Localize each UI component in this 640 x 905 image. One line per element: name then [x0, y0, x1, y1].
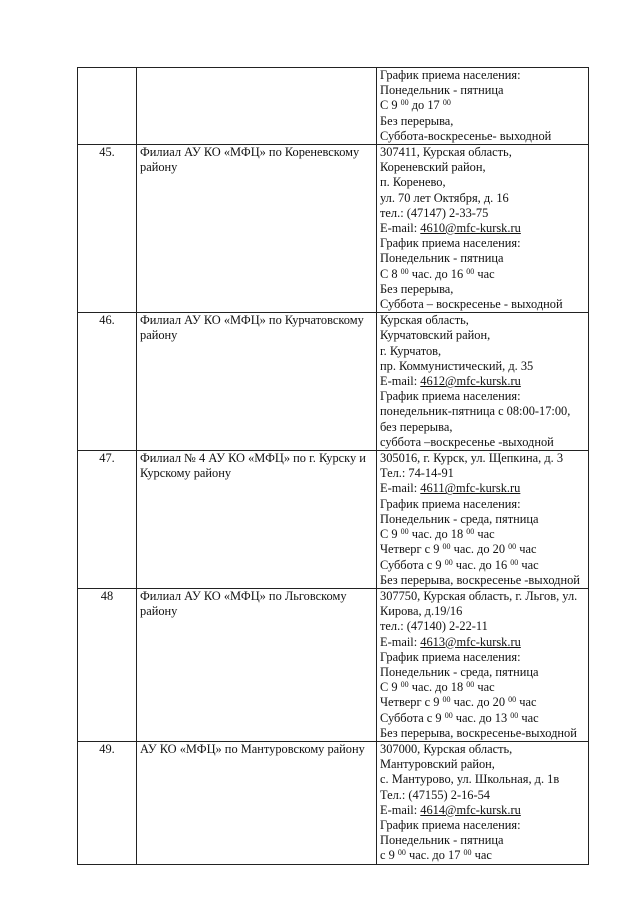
info-text: час: [471, 848, 492, 863]
info-line: [380, 604, 585, 619]
info-line: [380, 512, 585, 527]
time-minutes-superscript: 00: [442, 98, 451, 108]
info-line: [380, 98, 585, 113]
info-text: час. до 13: [452, 710, 511, 725]
info-text: час: [474, 527, 495, 542]
info-line: [380, 251, 585, 266]
info-text: 307000, Курская область,: [380, 741, 513, 756]
row-number: [78, 68, 137, 145]
info-text: час. до 20: [450, 695, 509, 710]
info-line: [380, 635, 585, 650]
info-text: Суббота – воскресенье - выходной: [380, 297, 563, 312]
info-line: [380, 374, 585, 389]
time-minutes-superscript: 00: [444, 557, 453, 567]
time-minutes-superscript: 00: [466, 266, 475, 276]
info-line: [380, 389, 585, 404]
table-row: [78, 451, 589, 589]
info-text: час: [516, 695, 537, 710]
info-text: 305016, г. Курск, ул. Щепкина, д. 3: [380, 451, 564, 466]
info-line: [380, 757, 585, 772]
info-text: График приема населения:: [380, 389, 521, 404]
info-text: Курская область,: [380, 313, 469, 328]
time-minutes-superscript: 00: [508, 695, 517, 705]
info-line: [380, 481, 585, 496]
info-line: [380, 297, 585, 312]
branch-name: Филиал АУ КО «МФЦ» по Кореневскому району: [137, 145, 377, 313]
row-number: 47.: [78, 451, 137, 589]
time-minutes-superscript: 00: [400, 680, 409, 690]
info-line: [380, 619, 585, 634]
table-body: [78, 68, 589, 865]
time-minutes-superscript: 00: [442, 542, 451, 552]
info-line: [380, 267, 585, 282]
info-text: ул. 70 лет Октября, д. 16: [380, 190, 509, 205]
info-line: [380, 772, 585, 787]
info-line: [380, 803, 585, 818]
table-row: [78, 68, 589, 145]
info-line: [380, 344, 585, 359]
row-number: 45.: [78, 145, 137, 313]
info-line: [380, 558, 585, 573]
info-line: [380, 435, 585, 450]
email-link[interactable]: 4614@mfc-kursk.ru: [420, 802, 521, 817]
info-line: [380, 328, 585, 343]
info-line: [380, 191, 585, 206]
info-text: Суббота-воскресенье- выходной: [380, 128, 552, 143]
info-text: График приема населения:: [380, 68, 521, 82]
info-line: [380, 665, 585, 680]
time-minutes-superscript: 00: [400, 98, 409, 108]
info-line: [380, 221, 585, 236]
info-text: Без перерыва,: [380, 281, 454, 296]
table-row: [78, 588, 589, 741]
info-text: Суббота с 9: [380, 710, 445, 725]
branch-contact-info: [377, 741, 589, 864]
info-line: [380, 420, 585, 435]
info-text: Курчатовский район,: [380, 328, 491, 343]
time-minutes-superscript: 00: [466, 527, 475, 537]
info-line: [380, 650, 585, 665]
info-text: График приема населения:: [380, 496, 521, 511]
info-text: Понедельник - пятница: [380, 833, 504, 848]
info-text: час. до 16: [452, 557, 511, 572]
info-line: [380, 788, 585, 803]
row-number: 49.: [78, 741, 137, 864]
time-minutes-superscript: 00: [442, 695, 451, 705]
info-line: [380, 114, 585, 129]
info-text: Кореневский район,: [380, 160, 486, 175]
info-text: Понедельник - среда, пятница: [380, 664, 539, 679]
info-text: Суббота с 9: [380, 557, 445, 572]
info-text: с. Мантурово, ул. Школьная, д. 1в: [380, 772, 560, 787]
info-text: Кирова, д.19/16: [380, 604, 463, 619]
info-line: [380, 680, 585, 695]
info-text: час: [516, 542, 537, 557]
time-minutes-superscript: 00: [400, 266, 409, 276]
info-line: [380, 466, 585, 481]
branch-name: Филиал № 4 АУ КО «МФЦ» по г. Курску и Курскому району: [137, 451, 377, 589]
info-text: С 9: [380, 98, 401, 113]
info-text: тел.: (47140) 2-22-11: [380, 619, 488, 634]
info-text: С 9: [380, 680, 401, 695]
branch-name: АУ КО «МФЦ» по Мантуровскому району: [137, 741, 377, 864]
row-number: 46.: [78, 313, 137, 451]
info-text: Тел.: 74-14-91: [380, 466, 454, 481]
email-link[interactable]: 4612@mfc-kursk.ru: [420, 374, 521, 389]
branch-name: [137, 68, 377, 145]
info-text: час. до 20: [450, 542, 509, 557]
info-text: Тел.: (47155) 2-16-54: [380, 787, 490, 802]
info-line: [380, 848, 585, 863]
info-text: График приема населения:: [380, 817, 521, 832]
info-line: [380, 711, 585, 726]
info-line: [380, 589, 585, 604]
email-link[interactable]: 4610@mfc-kursk.ru: [420, 221, 521, 236]
info-text: 307411, Курская область,: [380, 145, 512, 160]
info-line: [380, 818, 585, 833]
branch-contact-info: [377, 68, 589, 145]
info-line: [380, 359, 585, 374]
info-text: График приема населения:: [380, 236, 521, 251]
info-text: Без перерыва,: [380, 113, 454, 128]
info-text: с 9: [380, 848, 398, 863]
info-text: без перерыва,: [380, 419, 453, 434]
info-text: до 17: [408, 98, 443, 113]
info-text: График приема населения:: [380, 649, 521, 664]
info-line: [380, 282, 585, 297]
info-line: [380, 236, 585, 251]
info-text: E-mail:: [380, 481, 421, 496]
info-text: час: [518, 557, 539, 572]
info-text: E-mail:: [380, 634, 421, 649]
info-text: Понедельник - пятница: [380, 251, 504, 266]
info-text: 307750, Курская область, г. Льгов, ул.: [380, 588, 578, 603]
info-text: Без перерыва, воскресенье-выходной: [380, 725, 577, 740]
info-text: E-mail:: [380, 374, 421, 389]
info-text: час: [474, 266, 495, 281]
info-text: Без перерыва, воскресенье -выходной: [380, 572, 580, 587]
info-line: [380, 160, 585, 175]
info-line: [380, 742, 585, 757]
info-text: С 8: [380, 266, 401, 281]
info-line: [380, 497, 585, 512]
info-text: Понедельник - среда, пятница: [380, 511, 539, 526]
info-text: пр. Коммунистический, д. 35: [380, 358, 534, 373]
info-text: п. Коренево,: [380, 175, 446, 190]
branch-contact-info: [377, 451, 589, 589]
info-text: понедельник-пятница с 08:00-17:00,: [380, 404, 571, 419]
table-row: [78, 313, 589, 451]
time-minutes-superscript: 00: [463, 848, 472, 858]
info-text: час. до 18: [408, 680, 467, 695]
time-minutes-superscript: 00: [466, 680, 475, 690]
email-link[interactable]: 4613@mfc-kursk.ru: [420, 634, 521, 649]
info-text: Четверг с 9: [380, 695, 443, 710]
info-line: [380, 129, 585, 144]
info-text: Четверг с 9: [380, 542, 443, 557]
info-text: E-mail:: [380, 221, 421, 236]
table-row: [78, 741, 589, 864]
time-minutes-superscript: 00: [510, 557, 519, 567]
email-link[interactable]: 4611@mfc-kursk.ru: [420, 481, 521, 496]
info-line: [380, 175, 585, 190]
branches-table: [77, 67, 589, 865]
branch-name: Филиал АУ КО «МФЦ» по Курчатовскому району: [137, 313, 377, 451]
row-number: 48: [78, 588, 137, 741]
info-text: С 9: [380, 527, 401, 542]
info-text: Мантуровский район,: [380, 757, 495, 772]
time-minutes-superscript: 00: [400, 527, 409, 537]
info-line: [380, 451, 585, 466]
info-text: час: [474, 680, 495, 695]
branch-name: Филиал АУ КО «МФЦ» по Льговскому району: [137, 588, 377, 741]
info-text: час. до 18: [408, 527, 467, 542]
info-line: [380, 206, 585, 221]
info-text: суббота –воскресенье -выходной: [380, 434, 554, 449]
time-minutes-superscript: 00: [510, 710, 519, 720]
info-text: час. до 16: [408, 266, 467, 281]
info-line: [380, 313, 585, 328]
branch-contact-info: [377, 588, 589, 741]
branch-contact-info: [377, 145, 589, 313]
table-row: [78, 145, 589, 313]
info-line: [380, 833, 585, 848]
info-line: [380, 83, 585, 98]
info-line: [380, 527, 585, 542]
info-line: [380, 145, 585, 160]
time-minutes-superscript: 00: [508, 542, 517, 552]
info-text: Понедельник - пятница: [380, 83, 504, 98]
info-line: [380, 68, 585, 83]
branch-contact-info: [377, 313, 589, 451]
info-line: [380, 726, 585, 741]
info-line: [380, 542, 585, 557]
info-text: г. Курчатов,: [380, 343, 442, 358]
info-text: E-mail:: [380, 802, 421, 817]
info-text: час: [518, 710, 539, 725]
time-minutes-superscript: 00: [444, 710, 453, 720]
info-line: [380, 573, 585, 588]
info-line: [380, 695, 585, 710]
info-line: [380, 404, 585, 419]
time-minutes-superscript: 00: [397, 848, 406, 858]
info-text: тел.: (47147) 2-33-75: [380, 205, 489, 220]
info-text: час. до 17: [405, 848, 464, 863]
